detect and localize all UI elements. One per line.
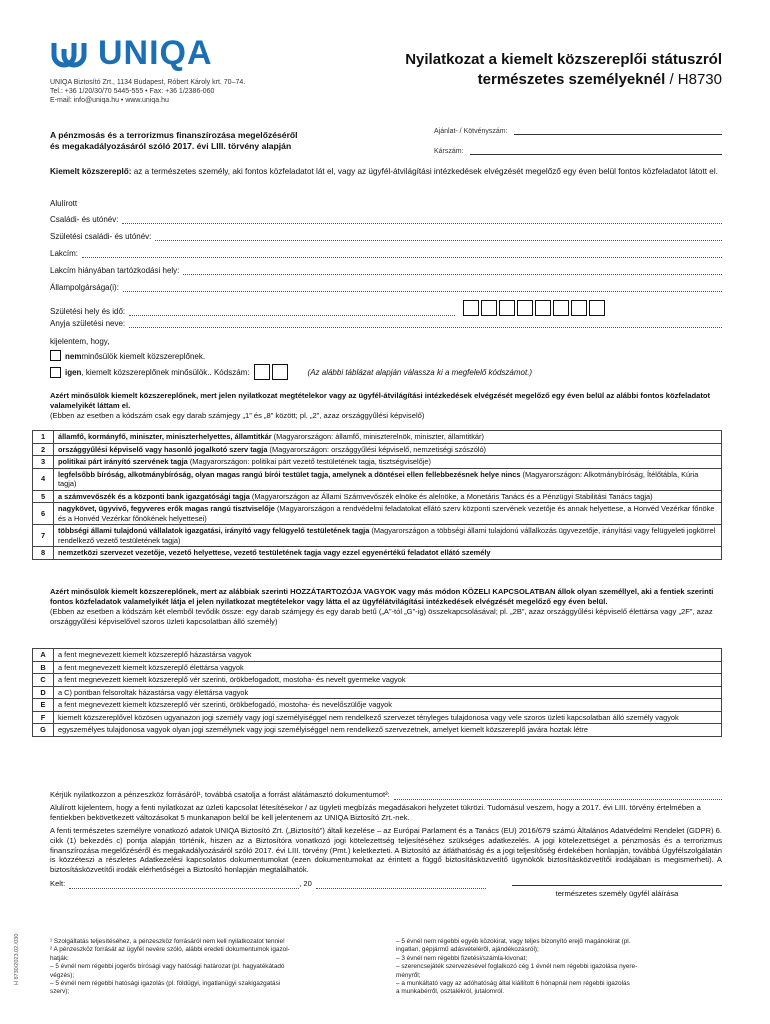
pep-row-code: 8 <box>33 547 54 560</box>
footnote-line: ményről; <box>396 971 421 979</box>
option-not-bold: nem <box>65 352 82 361</box>
pep-row-bold: államfő, kormányfő, miniszter, miniszterhelyettes, államtitkár <box>58 432 272 441</box>
offer-number-label: Ajánlat- / Kötvényszám: <box>434 128 508 135</box>
relation-row-code: C <box>33 674 54 687</box>
relation-row-code: A <box>33 649 54 662</box>
relation-row-code: F <box>33 711 54 724</box>
relation-row <box>33 674 722 687</box>
pep-function-table <box>32 430 722 560</box>
field-address-input[interactable] <box>82 249 722 258</box>
option-not-text: minősülök kiemelt közszereplőnek. <box>81 352 206 361</box>
pep-row-bold: legfelsőbb bíróság, alkotmánybíróság, olyan magas rangú bírói testület tagja, amelynek a döntései ellen fellebbezésnek helye nincs <box>58 469 521 479</box>
field-name-input[interactable] <box>122 215 722 224</box>
privacy-paragraph: A fenti természetes személyre vonatkozó adatok UNIQA Biztosító Zrt. („Biztosító”) általi kezelése – az Európai Parlament és a Tanács (EU) 2016/679 számú Általános Adatvédelmi Rendelet (GDPR) 6. cikk (1) bekezdés c) pontja alapján történik, hiszen az a Biztosítóra vonatkozó jogi kötelezettség teljesítéséhez szükséges adatkezelés. A jogi kötelezettséget a pénzmosás és a terrorizmus finanszírozása megelőzéséről és megakadályozásáról szóló 2017. évi LIII. törvény (Pmt.) keletkezteti. A Biztosító az átláthatóság és a jogi teljesítőség érdekében honlapján, továbbá Ügyfélszolgálatán is közzéteszi a részletes Adatkezelési kapcsolatos dokumentumokat (ezen dokumentumokat az érintett a függő biztosításközvetítő ügynökök biztosításközvetítői irodájában is megismerheti). A biztosításközvetítői irodák elérhetőségei a Biztosító honlapján megtalálhatók. <box>50 826 722 875</box>
place-input[interactable] <box>69 880 299 889</box>
field-name-label: Családi- és utónév: <box>50 215 119 224</box>
pep-row-bold: nagykövet, ügyvivő, fegyveres erők magas rangú tisztviselője <box>58 504 275 513</box>
year-label: , 20 <box>299 879 312 888</box>
claim-number-field[interactable] <box>434 146 722 155</box>
relation-row <box>33 686 722 699</box>
field-birth-name-input[interactable] <box>155 232 722 241</box>
relation-table <box>32 648 722 737</box>
pep-row-bold: a számvevőszék és a központi bank igazgatósági tagja <box>58 491 250 501</box>
pep-row-desc <box>54 443 722 456</box>
date-place-field[interactable] <box>50 879 486 889</box>
section2-intro-bold: Azért minősülök kiemelt közszereplőnek, mert az alábbiak szerinti HOZZÁTARTOZÓJA VAGYOK vagy más módon KÖZELI KAPCSOLATBAN állok olyan személlyel, aki a fentiek szerinti fontos közfeladatok valamelyikét látja el jelen nyilatkozat megtételekor vagy látta el az ügyfélátvilágítási intézkedések elvégzését megelőző egy éven belül. <box>50 587 714 606</box>
option-yes-bold: igen <box>65 367 82 377</box>
field-citizenship-input[interactable] <box>123 283 722 292</box>
field-birth-name-label: Születési családi- és utónév: <box>50 232 152 241</box>
footnote-line: a munkabérről, osztalékról, jutalomról. <box>396 988 504 996</box>
date-place-label: Kelt: <box>50 879 66 888</box>
option-is-pep[interactable] <box>50 364 722 380</box>
claim-number-label: Kárszám: <box>434 148 464 155</box>
relation-row <box>33 699 722 712</box>
pep-row-bold: nemzetközi szervezet vezetője, vezető helyettese, vezető testületének tagja vagy ezzel egyenértékű feladatot ellátó személy <box>58 548 491 557</box>
pep-row-desc <box>54 547 722 560</box>
footnote-line: – a munkáltató vagy az adóhatóság által kiállított 6 hónapnál nem régebbi igazolás <box>396 980 630 988</box>
pep-row-desc <box>54 490 722 503</box>
field-mother-name[interactable] <box>50 319 722 328</box>
form-version: H 8730/2023.02./030 <box>14 933 20 985</box>
pep-row-text: (Magyarországon az Állami Számvevőszék elnöke és alelnöke, a Monetáris Tanács és a Pénzügyi Stabilitási Tanács tagja) <box>249 491 653 501</box>
pep-row-code: 3 <box>33 456 54 469</box>
pep-row-text: (Magyarországon: államfő, miniszterelnök, miniszter, államtitkár) <box>271 432 484 441</box>
field-birth-place-date[interactable] <box>50 300 722 316</box>
pep-row <box>33 456 722 469</box>
pep-row <box>33 503 722 525</box>
option-yes-text: , kiemelt közszereplőnek minősülök.. Kódszám: <box>81 367 250 377</box>
relation-row-code: E <box>33 699 54 712</box>
relation-row-text: egyszemélyes tulajdonosa vagyok olyan jogi személynek vagy jogi személyiséggel nem rendelkező szervezetnek, amelyet kiemelt közszereplő javára hoztak létre <box>54 724 722 737</box>
relation-row-code: G <box>33 724 54 737</box>
pep-row-text: (Magyarországon a többségi állami tulajdonú vállalkozás ügyvezetője, irányítási vagy felügyeleti jogkörrel rendelkező vezető testületének tagja) <box>58 526 716 545</box>
section1-intro-note: (Ebben az esetben a kódszám csak egy darab számjegy „1” és „8” között; pl. „2”, azaz országgyűlési képviselő) <box>50 411 425 420</box>
footnotes-left <box>50 938 380 997</box>
uniqa-logo-icon <box>50 39 90 69</box>
claim-number-line[interactable] <box>470 146 722 155</box>
declare-text: kijelentem, hogy, <box>50 337 110 346</box>
definition-term: Kiemelt közszereplő: <box>50 167 132 176</box>
pep-row-bold: többségi állami tulajdonú vállalatok igazgatási, irányító vagy felügyelő testületének tagja <box>58 526 370 535</box>
code-boxes[interactable] <box>254 364 288 380</box>
company-phone: Tel.: +36 1/20/30/70 5445-555 • Fax: +36 1/2386-060 <box>50 88 215 95</box>
footnote-line: ¹ Szolgáltatás teljesítéséhez, a pénzeszköz forrásáról nem kell nyilatkozatot tennie! <box>50 938 285 945</box>
pep-row-code: 7 <box>33 525 54 547</box>
footnote-line: hatják: <box>50 954 69 962</box>
document-title <box>342 50 722 90</box>
pep-row-code: 5 <box>33 490 54 503</box>
option-hint: (Az alábbi táblázat alapján válassza ki a megfelelő kódszámot.) <box>307 367 533 377</box>
option-yes-checkbox[interactable] <box>50 367 61 378</box>
definition-text: az a természetes személy, aki fontos közfeladatot lát el, vagy az ügyfél-átvilágítási intézkedések elvégzését megelőző egy éven belül fontos közfeladatot látott el. <box>131 167 718 176</box>
birth-date-boxes[interactable] <box>463 300 605 316</box>
date-input[interactable] <box>316 880 486 889</box>
pep-row-text: (Magyarországon: politikai párt vezető testületének tagja, tisztségviselője) <box>187 457 431 466</box>
footnote-line: – 5 évnél nem régebbi jogerős bírósági vagy hatósági határozat (pl. hagyatékátadó <box>50 963 285 971</box>
pep-row-code: 6 <box>33 503 54 525</box>
pep-row-text: (Magyarországon a rendvédelmi feladatokat ellátó szerv központi szervének vezetője és annak helyettese, a Honvéd Vezérkar főnöke és a Honvéd Vezérkar főnökének helyettesei) <box>58 504 715 523</box>
footnote-line: – 5 évnél nem régebbi hatósági igazolás (pl. földügyi, ingatlanügyi szakigazgatási <box>50 980 281 988</box>
footnote-line: ingatlan, gépjármű adásvételéről, ajándékozásról); <box>396 946 539 954</box>
pep-row <box>33 468 722 490</box>
pep-row <box>33 431 722 444</box>
signed-label: Alulírott <box>50 199 78 208</box>
field-mother-name-input[interactable] <box>129 319 722 328</box>
field-birth-name[interactable] <box>50 232 722 241</box>
pep-row-text: (Magyarországon: országgyűlési képviselő, nemzetiségi szószóló) <box>267 444 487 454</box>
signature-line[interactable] <box>512 885 722 886</box>
relation-row-text: a C) pontban felsoroltak házastársa vagy élettársa vagyok <box>54 686 722 699</box>
section2-intro-note: (Ebben az esetben a kódszám két elemből tevődik össze: egy darab számjegy és egy darab betű („A”-tól „G”-ig) összekapcsolásával; pl. „2B”, azaz országgyűlési képviselő élettársa vagy „2F”, azaz országgyűlési képviselővel szoros üzleti kapcsolatban álló személy) <box>50 607 713 626</box>
definition <box>50 166 722 177</box>
footnote-line: végzés); <box>50 971 75 979</box>
funds-source-field[interactable] <box>50 790 722 800</box>
statement-paragraph: Alulírott kijelentem, hogy a fenti nyilatkozat az üzleti kapcsolat létesítésekor / az ügyleti megbízás megadásakori helyzetet tükrözi. Tudomásul veszem, hogy a 2017. évi LIII. törvény értelmében a fentiekben bekövetkezett változásokat 5 munkanapon belül be kell jelentenem az UNIQA Biztosító Zrt.-nek. <box>50 803 701 822</box>
funds-source-input[interactable] <box>394 791 722 800</box>
law-line-1: A pénzmosás és a terrorizmus finanszírozása megelőzéséről <box>50 130 298 140</box>
title-line-2: természetes személyeknél <box>477 71 666 88</box>
pep-row-desc <box>54 525 722 547</box>
relation-row <box>33 649 722 662</box>
pep-row-desc <box>54 456 722 469</box>
relation-row-text: a fent megnevezett kiemelt közszereplő vér szerinti, örökbefogadott, mostoha- és nevelt gyermeke vagyok <box>54 674 722 687</box>
footnote-line: ² A pénzeszköz forrását az ügyfél nevére szóló, alábbi eredeti dokumentumok igazol- <box>50 946 290 954</box>
pep-row <box>33 443 722 456</box>
personal-data-fields <box>50 199 722 379</box>
relation-row <box>33 711 722 724</box>
pep-row <box>33 490 722 503</box>
company-email: E-mail: info@uniqa.hu • www.uniqa.hu <box>50 97 169 104</box>
footnote-line: – 3 évnél nem régebbi fizetési/számla-kivonat; <box>396 954 528 962</box>
relation-row-text: kiemelt közszereplővel közösen ugyanazon jogi személy vagy jogi személyiséggel nem rendelkező szervezet tényleges tulajdonosa vagy vele szoros üzleti kapcsolatban álló személy vagyok <box>54 711 722 724</box>
option-not-checkbox[interactable] <box>50 350 61 361</box>
company-info <box>50 78 245 105</box>
footnote-line: – 5 évnél nem régebbi egyéb közokirat, vagy teljes bizonyító erejű magánokirat (pl. <box>396 938 631 945</box>
field-birth-place-input[interactable] <box>129 307 455 316</box>
company-address: UNIQA Biztosító Zrt., 1134 Budapest, Róbert Károly krt. 70–74. <box>50 79 246 86</box>
footnotes-right <box>396 938 722 997</box>
field-address-label: Lakcím: <box>50 249 79 258</box>
pep-row-code: 1 <box>33 431 54 444</box>
relation-row-text: a fent megnevezett kiemelt közszereplő házastársa vagyok <box>54 649 722 662</box>
field-address[interactable] <box>50 249 722 258</box>
pep-row-desc <box>54 431 722 444</box>
pep-row-code: 2 <box>33 443 54 456</box>
pep-row-code: 4 <box>33 468 54 490</box>
section1-intro <box>50 391 722 421</box>
pep-row-desc <box>54 503 722 525</box>
offer-number-field[interactable] <box>434 126 722 135</box>
law-line-2: és megakadályozásáról szóló 2017. évi LIII. törvény alapján <box>50 141 292 151</box>
field-citizenship[interactable] <box>50 283 722 292</box>
title-line-1: Nyilatkozat a kiemelt közszereplői státuszról <box>405 51 722 68</box>
relation-row <box>33 661 722 674</box>
pep-row-text: (Magyarországon: Alkotmánybíróság, Ítélőtábla, Kúria tagja) <box>58 469 699 488</box>
funds-source-label: Kérjük nyilatkozzon a pénzeszköz forrásáról¹, továbbá csatolja a forrást alátámasztó dokumentumot²: <box>50 790 390 799</box>
field-residence-label: Lakcím hiányában tartózkodási hely: <box>50 266 180 275</box>
pep-row <box>33 547 722 560</box>
pep-row <box>33 525 722 547</box>
relation-row-code: B <box>33 661 54 674</box>
field-birth-place-label: Születési hely és idő: <box>50 307 126 316</box>
field-mother-name-label: Anyja születési neve: <box>50 319 126 328</box>
offer-number-line[interactable] <box>514 126 722 135</box>
pep-row-bold: országgyűlési képviselő vagy hasonló jogalkotó szerv tagja <box>58 444 268 454</box>
field-residence-input[interactable] <box>183 266 722 275</box>
field-name[interactable] <box>50 215 722 224</box>
section1-intro-bold: Azért minősülök kiemelt közszereplőnek, mert jelen nyilatkozat megtételekor vagy az ügyfél-átvilágítási intézkedések elvégzését megelőző egy éven belül az alábbi fontos közfeladatot valamelyikét láttam el. <box>50 391 711 410</box>
law-reference <box>50 130 380 152</box>
relation-row-text: a fent megnevezett kiemelt közszereplő élettársa vagyok <box>54 661 722 674</box>
section2-intro <box>50 587 722 627</box>
relation-row <box>33 724 722 737</box>
footnote-line: szerv); <box>50 988 70 996</box>
brand-logo <box>50 34 213 73</box>
pep-row-desc <box>54 468 722 490</box>
relation-row-text: a fent megnevezett kiemelt közszereplő vér szerinti, örökbefogadó, mostoha- és nevelőszülője vagyok <box>54 699 722 712</box>
field-residence[interactable] <box>50 266 722 275</box>
brand-name: UNIQA <box>98 34 213 72</box>
field-citizenship-label: Állampolgársága(i): <box>50 283 119 292</box>
footnote-line: – szerencsejáték szervezésével foglalkozó cég 1 évnél nem régebbi igazolása nyere- <box>396 963 638 971</box>
pep-row-bold: politikai párt irányító szervének tagja <box>58 457 188 466</box>
form-code: / H8730 <box>665 71 722 88</box>
relation-row-code: D <box>33 686 54 699</box>
signature-label: természetes személy ügyfél aláírása <box>555 889 679 898</box>
option-not-pep[interactable] <box>50 350 722 361</box>
